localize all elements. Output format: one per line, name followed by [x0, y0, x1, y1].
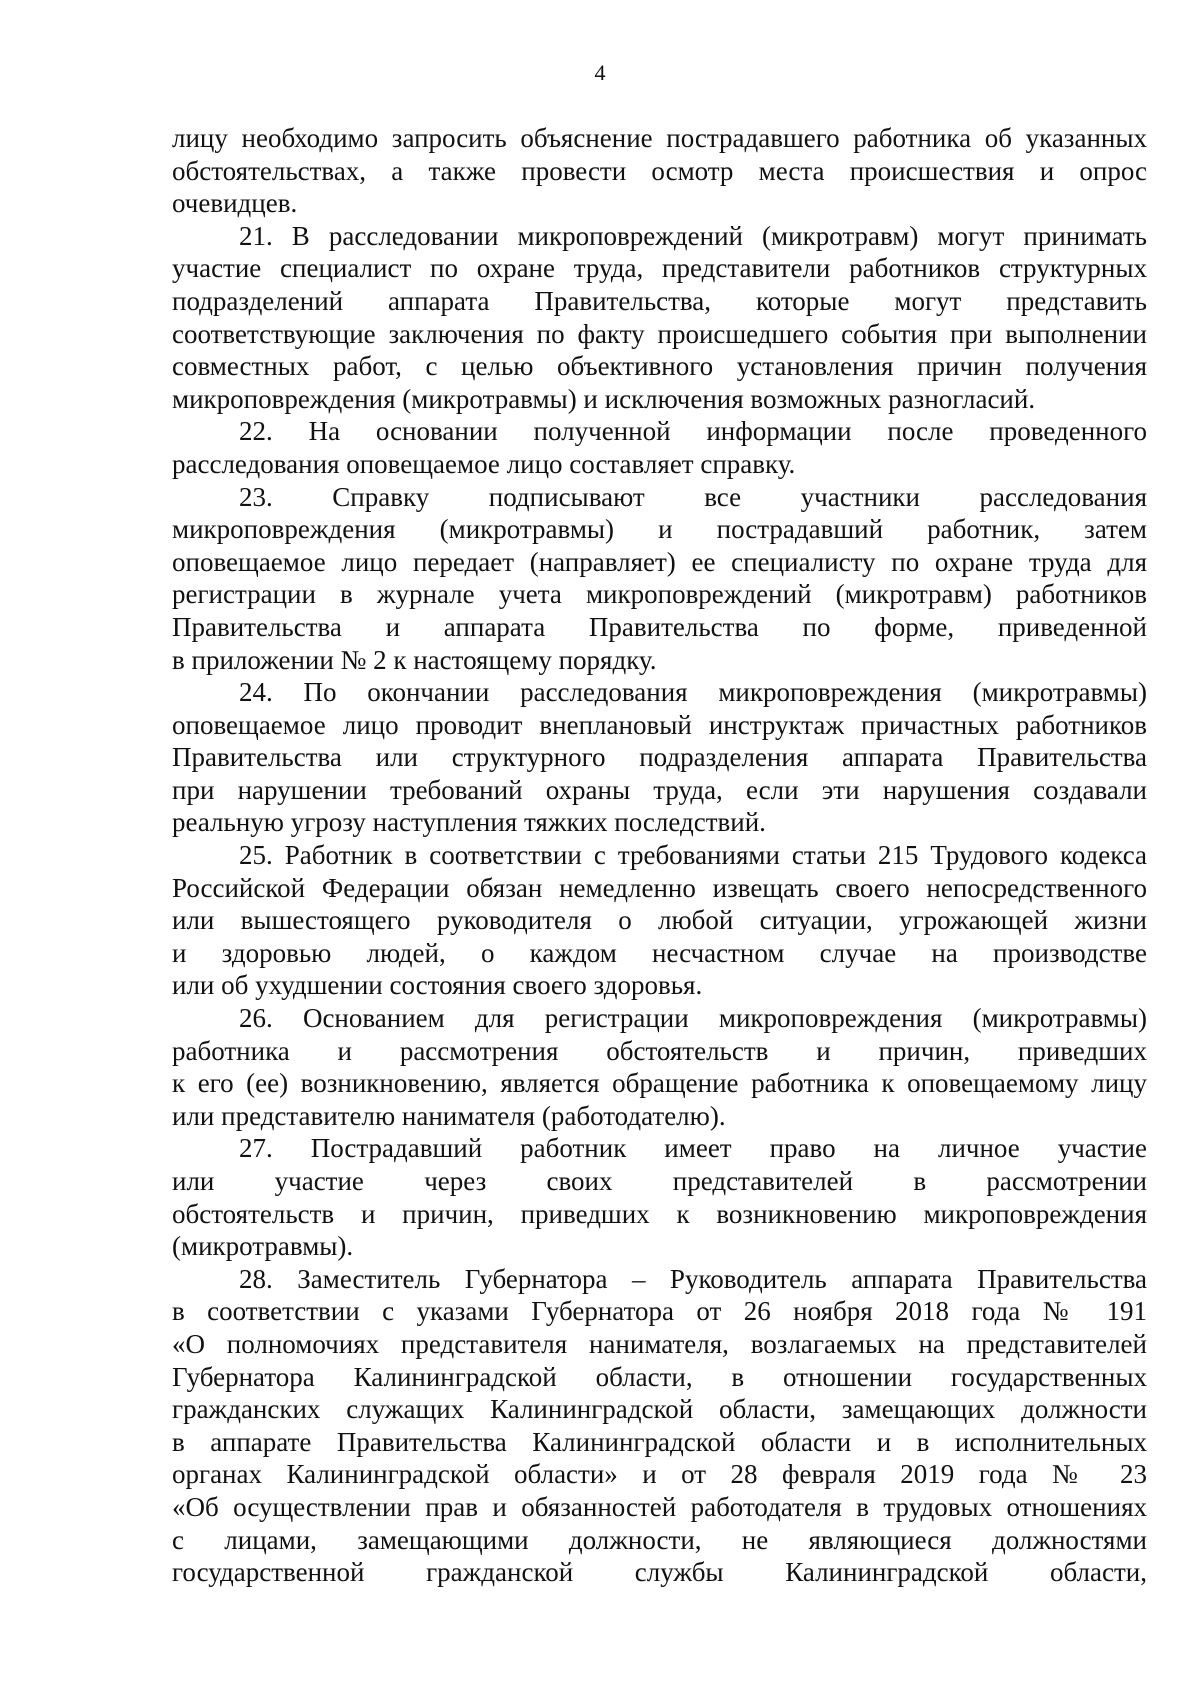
text-line: реальную угрозу наступления тяжких последствий. [172, 807, 766, 838]
text-line: или вышестоящего руководителя о любой ситуации, угрожающей жизни [172, 905, 1147, 936]
text-line: 22. На основании полученной информации после проведенного [239, 416, 1147, 447]
text-line: 24. По окончании расследования микроповреждения (микротравмы) [239, 677, 1147, 708]
document-body [172, 122, 1147, 1589]
text-line: подразделений аппарата Правительства, которые могут представить [172, 285, 1147, 316]
text-line: микроповреждения (микротравмы) и исключения возможных разногласий. [172, 383, 1036, 414]
text-line: или об ухудшении состояния своего здоровья. [172, 970, 703, 1001]
text-line: микроповреждения (микротравмы) и пострадавший работник, затем [172, 514, 1147, 545]
text-line: в соответствии с указами Губернатора от 26 ноября 2018 года № 191 [172, 1296, 1147, 1327]
text-line: с лицами, замещающими должности, не являющиеся должностями [172, 1524, 1147, 1555]
text-line: 28. Заместитель Губернатора – Руководитель аппарата Правительства [239, 1263, 1147, 1294]
text-line: 27. Пострадавший работник имеет право на личное участие [239, 1133, 1147, 1164]
text-line: Правительства и аппарата Правительства по форме, приведенной [172, 611, 1147, 642]
text-line: в приложении № 2 к настоящему порядку. [172, 644, 657, 675]
text-line: Губернатора Калининградской области, в отношении государственных [172, 1361, 1147, 1392]
text-line: 23. Справку подписывают все участники расследования [239, 481, 1147, 512]
text-line: регистрации в журнале учета микроповреждений (микротравм) работников [172, 579, 1147, 610]
text-line: или участие через своих представителей в рассмотрении [172, 1166, 1147, 1196]
text-line: 25. Работник в соответствии с требованиями статьи 215 Трудового кодекса [239, 840, 1147, 871]
text-line: очевидцев. [172, 188, 298, 219]
text-line: совместных работ, с целью объективного установления причин получения [172, 351, 1147, 382]
text-line: органах Калининградской области» и от 28 февраля 2019 года № 23 [172, 1459, 1147, 1490]
text-line: (микротравмы). [172, 1231, 354, 1262]
text-line: к его (ее) возникновению, является обращение работника к оповещаемому лицу [172, 1068, 1147, 1099]
page-number: 4 [594, 60, 606, 85]
text-line: и здоровью людей, о каждом несчастном случае на производстве [172, 937, 1147, 968]
text-line: «Об осуществлении прав и обязанностей работодателя в трудовых отношениях [172, 1491, 1147, 1522]
text-line: 21. В расследовании микроповреждений (микротравм) могут принимать [239, 220, 1147, 251]
text-line: обстоятельствах, а также провести осмотр места происшествия и опрос [172, 155, 1147, 186]
text-line: работника и рассмотрения обстоятельств и причин, приведших [172, 1035, 1147, 1066]
text-line: в аппарате Правительства Калининградской области и в исполнительных [172, 1426, 1147, 1457]
text-line: «О полномочиях представителя нанимателя, возлагаемых на представителей [172, 1328, 1147, 1359]
text-line: лицу необходимо запросить объяснение пострадавшего работника об указанных [172, 123, 1147, 153]
text-line: при нарушении требований охраны труда, если эти нарушения создавали [172, 774, 1147, 805]
text-line: обстоятельств и причин, приведших к возникновению микроповреждения [172, 1198, 1147, 1229]
text-line: государственной гражданской службы Калининградской области, [172, 1557, 1147, 1588]
text-line: или представителю нанимателя (работодателю). [172, 1100, 726, 1131]
text-line: гражданских служащих Калининградской области, замещающих должности [172, 1394, 1147, 1425]
text-line: оповещаемое лицо передает (направляет) ее специалисту по охране труда для [172, 546, 1147, 577]
text-line: участие специалист по охране труда, представители работников структурных [172, 253, 1147, 284]
text-line: 26. Основанием для регистрации микроповреждения (микротравмы) [239, 1003, 1147, 1034]
text-line: соответствующие заключения по факту происшедшего события при выполнении [172, 318, 1147, 349]
text-line: расследования оповещаемое лицо составляет справку. [172, 448, 796, 479]
text-line: Правительства или структурного подразделения аппарата Правительства [172, 742, 1147, 773]
text-line: Российской Федерации обязан немедленно извещать своего непосредственного [172, 872, 1147, 903]
text-line: оповещаемое лицо проводит внеплановый инструктаж причастных работников [172, 709, 1147, 740]
